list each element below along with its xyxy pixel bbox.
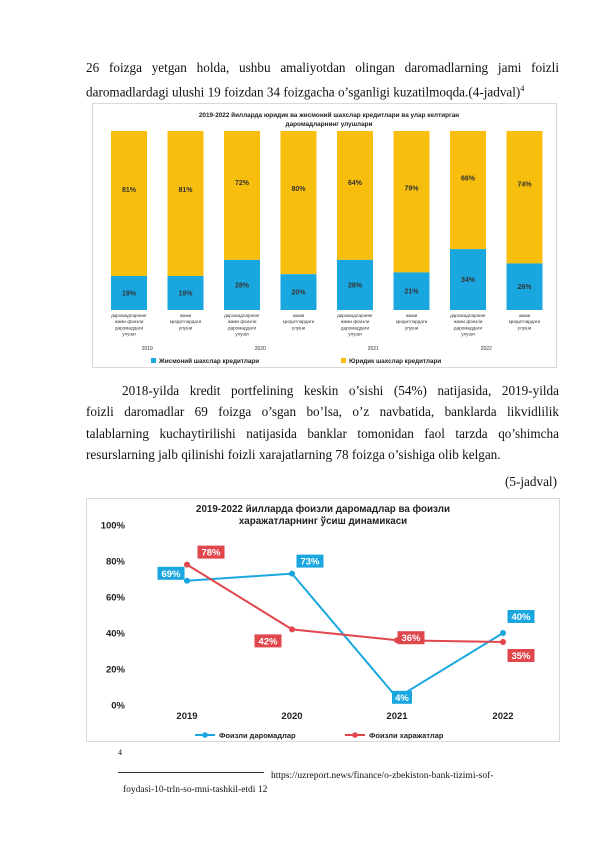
footnote-ref: 4 <box>520 84 525 94</box>
bar-bottom-label: 34% <box>460 277 476 285</box>
bar-category-label: улуши <box>235 331 249 337</box>
bar-yellow-segment <box>281 131 317 274</box>
bar-category-label: жами <box>518 313 531 318</box>
x-tick-label: 2019 <box>176 711 198 722</box>
bar-yellow-segment <box>450 131 486 249</box>
y-tick-label: 80% <box>105 556 125 568</box>
y-tick-label: 60% <box>105 592 125 604</box>
bar-category-label: улуши <box>461 331 475 337</box>
x-tick-label: 2020 <box>281 711 303 722</box>
growth-line-chart-svg <box>87 499 559 741</box>
series-point <box>500 630 506 636</box>
bar-yellow-segment <box>337 131 373 260</box>
x-tick-label: 2021 <box>386 711 408 722</box>
bar-category-label: даромадларнинг <box>224 313 260 318</box>
bar-category-label: улуши <box>348 331 362 337</box>
bar-category-label: жами <box>179 313 192 318</box>
bar-bottom-label: 19% <box>121 290 137 298</box>
data-label: 36% <box>401 633 421 645</box>
bar-bottom-label: 21% <box>404 288 419 296</box>
table-reference: (5-jadval) <box>505 474 557 489</box>
data-label: 73% <box>300 556 320 568</box>
line-chart-title-2: харажатларнинг ўсиш динамикаси <box>238 516 408 527</box>
bar-top-label: 80% <box>291 186 306 194</box>
series-point <box>184 562 190 568</box>
bar-category-label: кредитлардаги <box>508 319 541 325</box>
bar-yellow-segment <box>394 131 430 272</box>
bar-top-label: 64% <box>347 180 363 188</box>
bar-top-label: 81% <box>178 186 193 194</box>
data-label: 35% <box>511 651 531 662</box>
bar-year-label: 2022 <box>480 346 492 352</box>
bar-category-label: улуши <box>404 325 419 331</box>
intro-line-2 <box>86 78 559 103</box>
x-tick-label: 2022 <box>492 711 514 722</box>
data-label: 42% <box>258 636 278 648</box>
data-label: 40% <box>511 612 531 623</box>
intro-line-1: 26 foizga yetgan holda, ushbu amaliyotdan olingan daromadlarning jami foizli <box>86 60 559 75</box>
bar-yellow-segment <box>111 131 147 276</box>
bar-category-label: жами <box>292 313 305 318</box>
legend-marker <box>202 732 208 738</box>
footnote-mark: 4 <box>118 748 122 757</box>
bar-category-label: улуши <box>122 331 136 337</box>
analysis-paragraph <box>86 380 559 465</box>
analysis-line-1: 2018-yilda kredit portfelining keskin o’sishi (54%) natijasida, 2019-yilda <box>122 383 559 398</box>
bar-top-label: 66% <box>460 175 476 183</box>
bar-category-label: даромаддаги <box>340 325 370 331</box>
bar-category-label: даромаддаги <box>453 325 483 331</box>
bar-bottom-label: 28% <box>234 282 250 290</box>
bar-category-label: кредитлардаги <box>282 319 315 325</box>
bar-category-label: кредитлардаги <box>395 319 428 325</box>
data-label: 69% <box>161 568 181 580</box>
bar-bottom-label: 26% <box>517 284 532 292</box>
data-label: 78% <box>201 547 221 559</box>
bar-top-label: 72% <box>234 180 250 188</box>
bar-category-label: кредитлардаги <box>169 319 202 325</box>
bar-top-label: 79% <box>404 185 419 193</box>
legend-marker <box>352 732 358 738</box>
bar-year-label: 2019 <box>141 346 153 352</box>
bar-category-label: жами фоизли <box>227 319 257 325</box>
footnote-text <box>123 769 543 797</box>
shares-bar-chart <box>92 103 557 368</box>
y-tick-label: 100% <box>100 520 125 532</box>
analysis-line-3: talablarning kuchaytirilishi natijasida banklar tomonidan faol tarzda qo’shimcha <box>86 425 559 441</box>
legend-label: Фоизли даромадлар <box>219 731 296 740</box>
bar-chart-title-2: даромадларнинг улушлари <box>285 121 373 128</box>
footnote-url-line-2: foydasi-10-trln-so-mni-tashkil-etdi 12 <box>123 785 268 795</box>
bar-bottom-label: 20% <box>291 289 306 297</box>
bar-category-label: жами фоизли <box>453 319 483 325</box>
legend-swatch-legal-entities <box>341 358 346 363</box>
series-point <box>500 639 506 645</box>
bar-yellow-segment <box>168 131 204 276</box>
bar-category-label: даромаддаги <box>114 325 144 331</box>
intro-paragraph <box>86 57 559 103</box>
bar-category-label: даромадларнинг <box>111 313 147 318</box>
legend-legal-entities: Юридик шахслар кредитлари <box>349 358 442 365</box>
analysis-line-4: resurslarning jalb qilinishi foizli xarajatlarning 78 foizga o’sishiga olib kelgan. <box>86 446 501 462</box>
bar-top-label: 81% <box>121 186 137 194</box>
y-tick-label: 0% <box>111 700 125 712</box>
series-line <box>187 565 503 645</box>
footnote-url-line-1: https://uzreport.news/finance/o-zbekiston-bank-tizimi-sof- <box>271 771 494 781</box>
bar-year-label: 2020 <box>254 346 266 352</box>
bar-chart-title-1: 2019-2022 йилларда юридик ва жисмоний шахслар кредитлари ва улар келтирган <box>198 112 460 119</box>
intro-line-2-text: daromadlardagi ulushi 19 foizdan 34 foizgacha o’sganligi kuzatilmoqda.(4-jadval) <box>86 84 521 100</box>
bar-top-label: 74% <box>517 181 532 189</box>
bar-category-label: жами <box>405 313 418 318</box>
legend-swatch-individuals <box>151 358 156 363</box>
bar-yellow-segment <box>224 131 260 260</box>
bar-category-label: жами фоизли <box>114 319 144 325</box>
bar-category-label: даромадларнинг <box>337 313 373 318</box>
y-tick-label: 20% <box>105 664 125 676</box>
bar-category-label: жами фоизли <box>340 319 370 325</box>
bar-year-label: 2021 <box>367 346 379 352</box>
bar-bottom-label: 19% <box>178 290 193 298</box>
y-tick-label: 40% <box>105 628 125 640</box>
bar-bottom-label: 28% <box>347 282 363 290</box>
series-point <box>289 626 295 632</box>
bar-category-label: улуши <box>291 325 306 331</box>
data-label: 4% <box>395 692 409 704</box>
bar-category-label: улуши <box>517 325 532 331</box>
legend-label: Фоизли харажатлар <box>369 731 444 740</box>
series-point <box>289 571 295 577</box>
shares-bar-chart-svg <box>93 104 556 367</box>
bar-category-label: даромаддаги <box>227 325 257 331</box>
line-chart-title-1: 2019-2022 йилларда фоизли даромадлар ва фоизли <box>196 504 450 515</box>
growth-line-chart <box>86 498 560 742</box>
legend-individuals: Жисмоний шахслар кредитлари <box>159 358 260 365</box>
bar-category-label: даромадларнинг <box>450 313 486 318</box>
bar-yellow-segment <box>507 131 543 263</box>
analysis-line-2: foizli daromadlar 69 foizga o’sgan bo’lsa, o’z navbatida, banklarda likvidlilik <box>86 404 559 420</box>
bar-category-label: улуши <box>178 325 193 331</box>
series-point <box>184 578 190 584</box>
